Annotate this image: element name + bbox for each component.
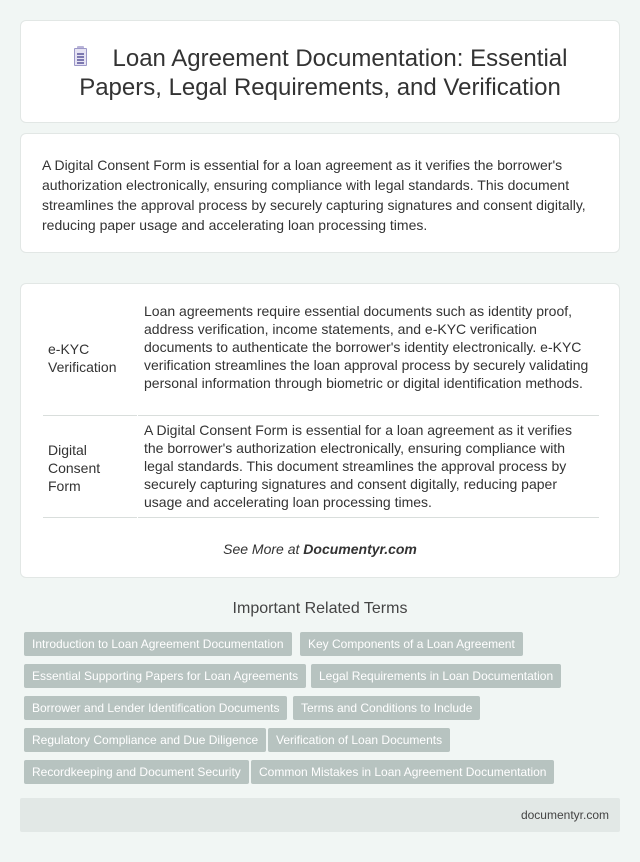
table-row	[43, 417, 599, 518]
see-more-prefix: See More at	[223, 541, 304, 557]
term-label: Digital Consent Form	[48, 442, 101, 494]
term-description: Loan agreements require essential documents such as identity proof, address verification, income statements, and e-KYC verification documents to authenticate the borrower's identity electronically. e-KYC verification streamlines the loan approval process by securely validating personal information through biometric or digital identification methods.	[144, 303, 589, 391]
table-row	[43, 300, 599, 416]
document-icon	[73, 48, 89, 68]
footer-site-link[interactable]: documentyr.com	[520, 808, 609, 822]
related-tag[interactable]: Recordkeeping and Document Security	[24, 760, 249, 784]
related-tag[interactable]: Verification of Loan Documents	[268, 728, 450, 752]
intro-card	[20, 133, 620, 253]
related-tag[interactable]: Essential Supporting Papers for Loan Agreements	[24, 664, 306, 688]
title-card	[20, 20, 620, 123]
related-tag[interactable]: Introduction to Loan Agreement Documentation	[24, 632, 292, 656]
title-line-1: Loan Agreement Documentation: Essential	[112, 45, 568, 72]
related-tag[interactable]: Key Components of a Loan Agreement	[300, 632, 523, 656]
related-tag[interactable]: Terms and Conditions to Include	[293, 696, 480, 720]
see-more	[21, 541, 619, 557]
page-title	[21, 44, 619, 102]
related-tag[interactable]: Borrower and Lender Identification Documents	[24, 696, 287, 720]
title-line-2: Papers, Legal Requirements, and Verification	[79, 74, 561, 101]
related-tag[interactable]: Common Mistakes in Loan Agreement Documentation	[251, 760, 554, 784]
related-tag[interactable]: Legal Requirements in Loan Documentation	[311, 664, 561, 688]
footer	[20, 798, 620, 832]
intro-paragraph: A Digital Consent Form is essential for a loan agreement as it verifies the borrower's authorization electronically, ensuring compliance with legal standards. This document streamlines the approval process by securely capturing signatures and consent digitally, reducing paper usage and accelerating loan processing times.	[42, 157, 586, 233]
term-label: e-KYC Verification	[48, 341, 117, 375]
see-more-link[interactable]: Documentyr.com	[303, 541, 417, 557]
related-terms-heading: Important Related Terms	[232, 600, 408, 617]
related-tag[interactable]: Regulatory Compliance and Due Diligence	[24, 728, 266, 752]
term-description: A Digital Consent Form is essential for a loan agreement as it verifies the borrower's authorization electronically, ensuring compliance with legal standards. This document streamlines the approval process by securely capturing signatures and consent digitally, reducing paper usage and accelerating loan processing times.	[144, 422, 572, 510]
terms-table-card	[20, 283, 620, 578]
